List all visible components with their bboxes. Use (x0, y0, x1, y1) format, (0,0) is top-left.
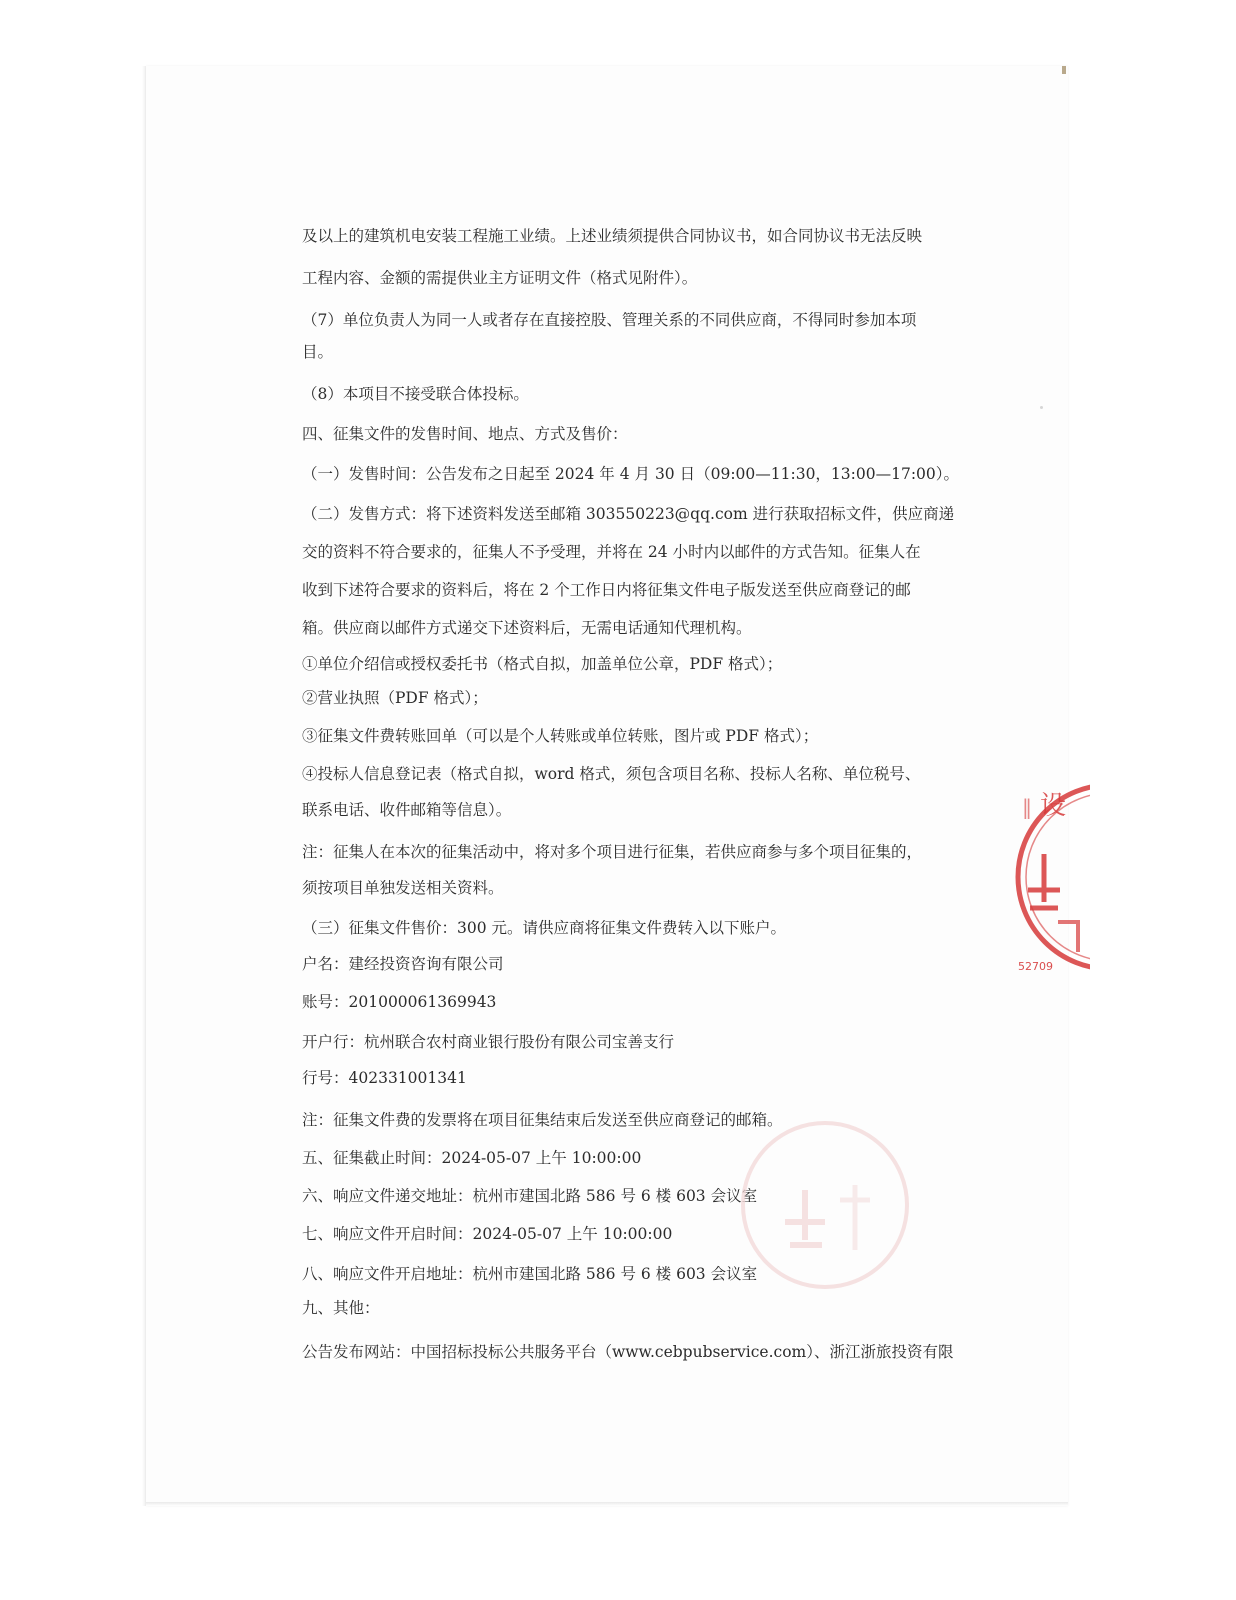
text-line: 须按项目单独发送相关资料。 (302, 879, 504, 897)
text-line: 工程内容、金额的需提供业主方证明文件（格式见附件）。 (302, 269, 698, 287)
text-line: （一）发售时间：公告发布之日起至 2024 年 4 月 30 日（09:00—11:30，13:00—17:00）。 (302, 465, 960, 483)
text-line: 九、其他： (302, 1299, 380, 1317)
text-line: 开户行：杭州联合农村商业银行股份有限公司宝善支行 (302, 1033, 675, 1051)
text-line: 注：征集文件费的发票将在项目征集结束后发送至供应商登记的邮箱。 (302, 1111, 783, 1129)
text-line: 及以上的建筑机电安装工程施工业绩。上述业绩须提供合同协议书，如合同协议书无法反映 (302, 227, 923, 245)
paper-edge-bottom (146, 1502, 1068, 1506)
text-line: （8）本项目不接受联合体投标。 (302, 385, 529, 403)
text-line: ①单位介绍信或授权委托书（格式自拟，加盖单位公章，PDF 格式）； (302, 655, 783, 673)
text-line: 五、征集截止时间：2024-05-07 上午 10:00:00 (302, 1149, 642, 1167)
text-line: 行号：402331001341 (302, 1069, 467, 1087)
text-line: （7）单位负责人为同一人或者存在直接控股、管理关系的不同供应商，不得同时参加本项 (302, 311, 917, 329)
text-line: 箱。供应商以邮件方式递交下述资料后，无需电话通知代理机构。 (302, 619, 752, 637)
svg-text:‖: ‖ (1022, 795, 1032, 819)
paper-speck (1040, 406, 1043, 409)
seal-char-top: 设 (1040, 791, 1067, 821)
seal-icon (1000, 772, 1090, 982)
company-seal (1000, 772, 1090, 982)
text-line: 八、响应文件开启地址：杭州市建国北路 586 号 6 楼 603 会议室 (302, 1265, 758, 1283)
text-line: 公告发布网站：中国招标投标公共服务平台（www.cebpubservice.com）、浙江浙旅投资有限 (302, 1343, 954, 1361)
text-line: 六、响应文件递交地址：杭州市建国北路 586 号 6 楼 603 会议室 (302, 1187, 758, 1205)
text-line: ③征集文件费转账回单（可以是个人转账或单位转账，图片或 PDF 格式）； (302, 727, 819, 745)
faint-seal-icon (730, 1110, 920, 1300)
text-line: （三）征集文件售价：300 元。请供应商将征集文件费转入以下账户。 (302, 919, 787, 937)
text-line: 收到下述符合要求的资料后，将在 2 个工作日内将征集文件电子版发送至供应商登记的邮 (302, 581, 911, 599)
corner-mark (1062, 66, 1066, 74)
text-line: 注：征集人在本次的征集活动中，将对多个项目进行征集，若供应商参与多个项目征集的， (302, 843, 923, 861)
text-line: 交的资料不符合要求的，征集人不予受理，并将在 24 小时内以邮件的方式告知。征集人在 (302, 543, 921, 561)
text-line: 联系电话、收件邮箱等信息）。 (302, 801, 512, 819)
text-line: ②营业执照（PDF 格式）； (302, 689, 488, 707)
seal-code: 52709 (1018, 960, 1053, 973)
text-line: 七、响应文件开启时间：2024-05-07 上午 10:00:00 (302, 1225, 673, 1243)
text-line: 目。 (302, 343, 334, 361)
text-line: 四、征集文件的发售时间、地点、方式及售价： (302, 425, 628, 443)
text-line: （二）发售方式：将下述资料发送至邮箱 303550223@qq.com 进行获取招标文件，供应商递 (302, 505, 955, 523)
faint-stamp (730, 1110, 920, 1300)
text-line: 户名：建经投资咨询有限公司 (302, 955, 504, 973)
text-line: 账号：201000061369943 (302, 993, 497, 1011)
text-line: ④投标人信息登记表（格式自拟，word 格式，须包含项目名称、投标人名称、单位税号、 (302, 765, 921, 783)
